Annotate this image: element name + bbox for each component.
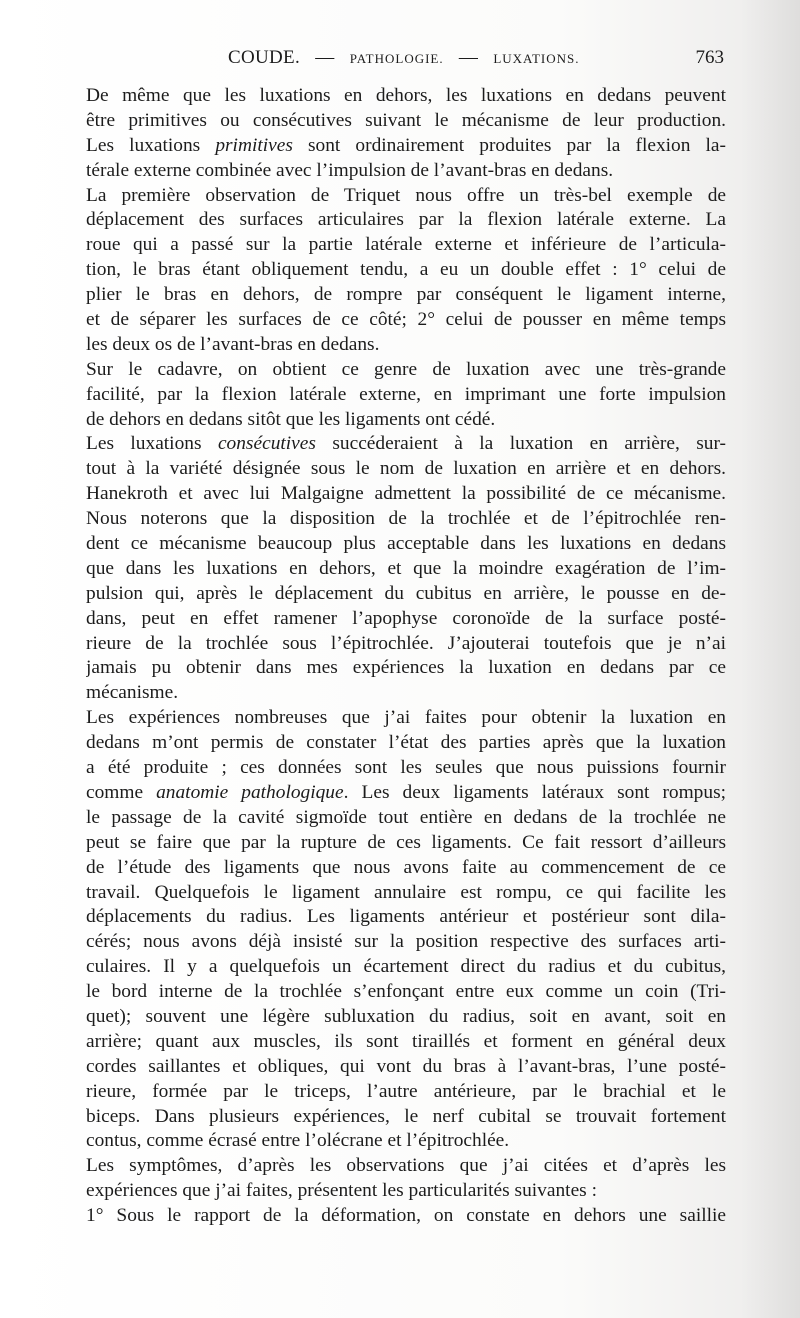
text-line: le passage de la cavité sigmoïde tout entière en dedans de la trochlée ne bbox=[86, 806, 726, 828]
text-line: dent ce mécanisme beaucoup plus acceptable dans les luxations en dedans bbox=[86, 533, 726, 555]
text-line: térale externe combinée avec l’impulsion de l’avant-bras en dedans. bbox=[86, 159, 614, 181]
running-header bbox=[86, 47, 726, 75]
text-line: les deux os de l’avant-bras en dedans. bbox=[86, 333, 380, 355]
text-line: Hanekroth et avec lui Malgaigne admettent la possibilité de ce mécanisme. bbox=[86, 483, 726, 505]
body-text bbox=[86, 84, 726, 1229]
text-line: rieure, formée par le triceps, l’autre antérieure, par le brachial et le bbox=[86, 1080, 726, 1102]
text-line: arrière; quant aux muscles, ils sont tiraillés et forment en général deux bbox=[86, 1030, 726, 1052]
text-line: Les expériences nombreuses que j’ai faites pour obtenir la luxation en bbox=[86, 707, 726, 729]
text-line: a été produite ; ces données sont les seules que nous puissions fournir bbox=[86, 757, 726, 779]
text-line: Les luxations consécutives succéderaient à la luxation en arrière, sur- bbox=[86, 433, 726, 455]
text-line: 1° Sous le rapport de la déformation, on constate en dehors une saillie bbox=[86, 1205, 726, 1227]
text-line: que dans les luxations en dehors, et que la moindre exagération de l’im- bbox=[86, 557, 726, 579]
page-number: 763 bbox=[695, 47, 724, 68]
text-line: travail. Quelquefois le ligament annulaire est rompu, ce qui facilite les bbox=[86, 881, 726, 903]
text-line: quet); souvent une légère subluxation du radius, soit en avant, soit en bbox=[86, 1005, 726, 1027]
text-line: plier le bras en dehors, de rompre par conséquent le ligament interne, bbox=[86, 284, 726, 306]
text-line: et de séparer les surfaces de ce côté; 2° celui de pousser en même temps bbox=[86, 309, 726, 331]
header-subsection: LUXATIONS. bbox=[493, 51, 580, 66]
text-line: pulsion qui, après le déplacement du cubitus en arrière, le pousse en de- bbox=[86, 582, 726, 604]
header-title: COUDE. bbox=[228, 47, 300, 68]
text-line: De même que les luxations en dehors, les luxations en dedans peuvent bbox=[86, 85, 726, 106]
text-line: La première observation de Triquet nous offre un très-bel exemple de bbox=[86, 184, 726, 206]
text-line: cérés; nous avons déjà insisté sur la position respective des surfaces arti- bbox=[86, 931, 726, 953]
text-line: Nous noterons que la disposition de la trochlée et de l’épitrochlée ren- bbox=[86, 508, 726, 530]
header-section: PATHOLOGIE. bbox=[349, 51, 444, 66]
text-line: jamais pu obtenir dans mes expériences la luxation en dedans par ce bbox=[86, 657, 726, 679]
header-dash-2: — bbox=[458, 47, 479, 68]
text-line: Les symptômes, d’après les observations que j’ai citées et d’après les bbox=[86, 1155, 726, 1177]
text-line: facilité, par la flexion latérale externe, en imprimant une forte impulsion bbox=[86, 383, 726, 405]
text-line: déplacements du radius. Les ligaments antérieur et postérieur sont dila- bbox=[86, 906, 726, 928]
text-line: tout à la variété désignée sous le nom de luxation en arrière et en dehors. bbox=[86, 458, 726, 480]
text-line: déplacement des surfaces articulaires par la flexion latérale externe. La bbox=[86, 209, 726, 231]
italic-term: primitives bbox=[215, 134, 293, 156]
text-line: culaires. Il y a quelquefois un écartement direct du radius et du cubitus, bbox=[86, 956, 726, 978]
italic-term: consécutives bbox=[217, 433, 316, 455]
text-line: rieure de la trochlée sous l’épitrochlée. J’ajouterai toutefois que je n’ai bbox=[86, 632, 726, 654]
text-line: roue qui a passé sur la partie latérale externe et inférieure de l’articula- bbox=[86, 234, 726, 256]
italic-term: anatomie pathologique bbox=[156, 781, 344, 803]
text-line: biceps. Dans plusieurs expériences, le nerf cubital se trouvait fortement bbox=[86, 1105, 726, 1127]
text-line: comme anatomie pathologique. Les deux ligaments latéraux sont rompus; bbox=[86, 781, 726, 803]
header-dash-1: — bbox=[315, 47, 335, 68]
text-line: mécanisme. bbox=[86, 682, 179, 704]
text-line: dedans m’ont permis de constater l’état des parties après que la luxation bbox=[86, 732, 726, 754]
text-line: être primitives ou consécutives suivant le mécanisme de leur production. bbox=[86, 109, 726, 131]
text-line: Les luxations primitives sont ordinairement produites par la flexion la- bbox=[86, 134, 726, 156]
page-edge-shadow bbox=[740, 0, 800, 1318]
text-line: de l’étude des ligaments que nous avons faite au commencement de ce bbox=[86, 856, 726, 878]
text-line: contus, comme écrasé entre l’olécrane et l’épitrochlée. bbox=[86, 1130, 510, 1152]
text-line: dans, peut en effet ramener l’apophyse coronoïde de la surface posté- bbox=[86, 607, 726, 629]
text-line: de dehors en dedans sitôt que les ligaments ont cédé. bbox=[86, 408, 496, 430]
text-line: le bord interne de la trochlée s’enfonçant entre eux comme un coin (Tri- bbox=[86, 981, 726, 1003]
text-line: Sur le cadavre, on obtient ce genre de luxation avec une très-grande bbox=[86, 358, 726, 380]
text-line: tion, le bras étant obliquement tendu, a eu un double effet : 1° celui de bbox=[86, 259, 726, 281]
text-line: cordes saillantes et obliques, qui vont du bras à l’avant-bras, l’une posté- bbox=[86, 1055, 726, 1077]
text-line: peut se faire que par la rupture de ces ligaments. Ce fait ressort d’ailleurs bbox=[86, 831, 726, 853]
text-line: expériences que j’ai faites, présentent les particularités suivantes : bbox=[86, 1180, 597, 1202]
running-head-title bbox=[228, 47, 580, 69]
